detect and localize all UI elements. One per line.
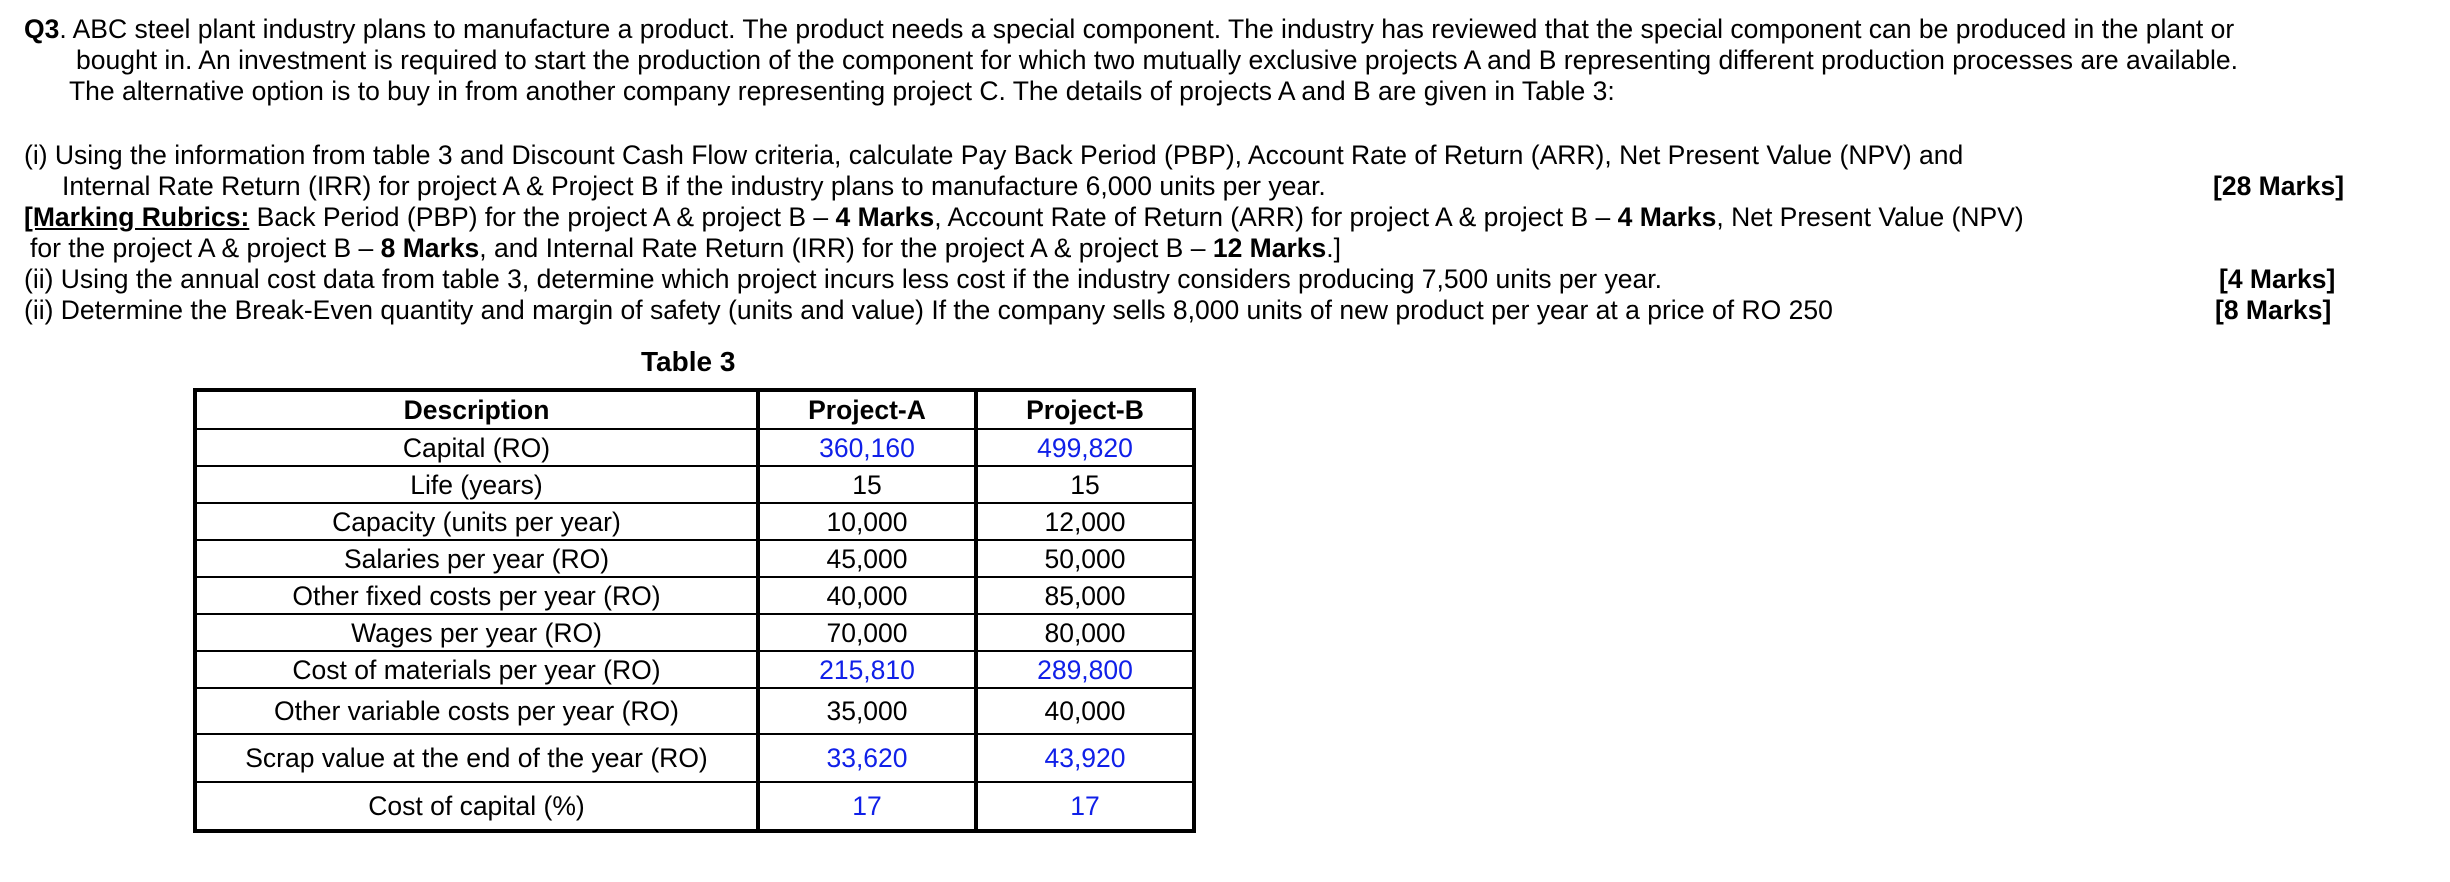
rubric-text-6: .] [1326, 233, 1342, 263]
cell-project-a: 360,160 [758, 429, 976, 466]
cell-project-b: 80,000 [976, 614, 1194, 651]
part-3-line: (ii) Determine the Break-Even quantity and margin of safety (units and value) If the company sells 8,000 units of new product per year at a price of RO 250 [24, 295, 1833, 325]
rubric-marks-pbp: 4 Marks [835, 202, 935, 232]
table-row [195, 429, 1194, 466]
part-2-marks: [4 Marks] [2219, 264, 2336, 294]
rubric-text-3: , Net Present Value (NPV) [1716, 202, 2024, 232]
rubric-marks-arr: 4 Marks [1617, 202, 1717, 232]
cell-description: Cost of materials per year (RO) [195, 651, 758, 688]
cell-description: Wages per year (RO) [195, 614, 758, 651]
cell-description: Salaries per year (RO) [195, 540, 758, 577]
table-row [195, 651, 1194, 688]
cell-project-b: 12,000 [976, 503, 1194, 540]
header-project-a: Project-A [758, 390, 976, 429]
cell-project-a: 33,620 [758, 734, 976, 782]
part-2-line: (ii) Using the annual cost data from table 3, determine which project incurs less cost if the industry considers producing 7,500 units per year. [24, 264, 1662, 294]
rubric-label: [Marking Rubrics: [24, 202, 250, 232]
cell-project-a: 10,000 [758, 503, 976, 540]
question-intro-line-1 [24, 14, 2234, 45]
rubric-line-1 [24, 202, 2024, 233]
cell-description: Other fixed costs per year (RO) [195, 577, 758, 614]
table-row [195, 577, 1194, 614]
rubric-marks-npv: 8 Marks [380, 233, 480, 263]
cell-description: Capital (RO) [195, 429, 758, 466]
header-project-b: Project-B [976, 390, 1194, 429]
table-row [195, 688, 1194, 734]
rubric-text-2: , Account Rate of Return (ARR) for project A & project B – [934, 202, 1618, 232]
cell-description: Other variable costs per year (RO) [195, 688, 758, 734]
cell-project-b: 17 [976, 782, 1194, 831]
cell-description: Capacity (units per year) [195, 503, 758, 540]
table-row [195, 782, 1194, 831]
cell-project-b: 289,800 [976, 651, 1194, 688]
cell-project-b: 85,000 [976, 577, 1194, 614]
question-intro-line-2: bought in. An investment is required to start the production of the component for which two mutually exclusive projects A and B representing different production processes are available. [76, 45, 2238, 75]
cell-project-a: 17 [758, 782, 976, 831]
table-body [195, 429, 1194, 831]
rubric-line-2 [30, 233, 1341, 264]
table-header-row [195, 390, 1194, 429]
part-1-line-1: (i) Using the information from table 3 and Discount Cash Flow criteria, calculate Pay Back Period (PBP), Account Rate of Return (ARR), Net Present Value (NPV) and [24, 140, 1964, 170]
cell-description: Cost of capital (%) [195, 782, 758, 831]
part-1-marks: [28 Marks] [2213, 171, 2345, 201]
rubric-text-5: , and Internal Rate Return (IRR) for the project A & project B – [479, 233, 1213, 263]
cell-project-b: 15 [976, 466, 1194, 503]
cell-project-b: 50,000 [976, 540, 1194, 577]
cell-project-a: 70,000 [758, 614, 976, 651]
rubric-marks-irr: 12 Marks [1212, 233, 1327, 263]
cell-project-a: 215,810 [758, 651, 976, 688]
cell-description: Scrap value at the end of the year (RO) [195, 734, 758, 782]
table-row [195, 734, 1194, 782]
cell-project-a: 15 [758, 466, 976, 503]
cell-project-b: 43,920 [976, 734, 1194, 782]
rubric-text-4: for the project A & project B – [30, 233, 381, 263]
cell-project-a: 45,000 [758, 540, 976, 577]
rubric-text-1: Back Period (PBP) for the project A & project B – [249, 202, 836, 232]
table-row [195, 466, 1194, 503]
part-3-marks: [8 Marks] [2215, 295, 2332, 325]
table-caption: Table 3 [641, 346, 736, 377]
part-1-line-2: Internal Rate Return (IRR) for project A & Project B if the industry plans to manufacture 6,000 units per year. [62, 171, 1326, 201]
question-intro-line-3: The alternative option is to buy in from another company representing project C. The details of projects A and B are given in Table 3: [69, 76, 1615, 106]
cell-project-a: 35,000 [758, 688, 976, 734]
table-row [195, 540, 1194, 577]
project-details-table [193, 388, 1196, 833]
table-row [195, 614, 1194, 651]
cell-description: Life (years) [195, 466, 758, 503]
cell-project-b: 499,820 [976, 429, 1194, 466]
cell-project-a: 40,000 [758, 577, 976, 614]
header-description: Description [195, 390, 758, 429]
table-row [195, 503, 1194, 540]
question-number: Q3 [24, 14, 60, 44]
cell-project-b: 40,000 [976, 688, 1194, 734]
question-intro-text-1: . ABC steel plant industry plans to manufacture a product. The product needs a special component. The industry has reviewed that the special component can be produced in the plant or [59, 14, 2235, 44]
